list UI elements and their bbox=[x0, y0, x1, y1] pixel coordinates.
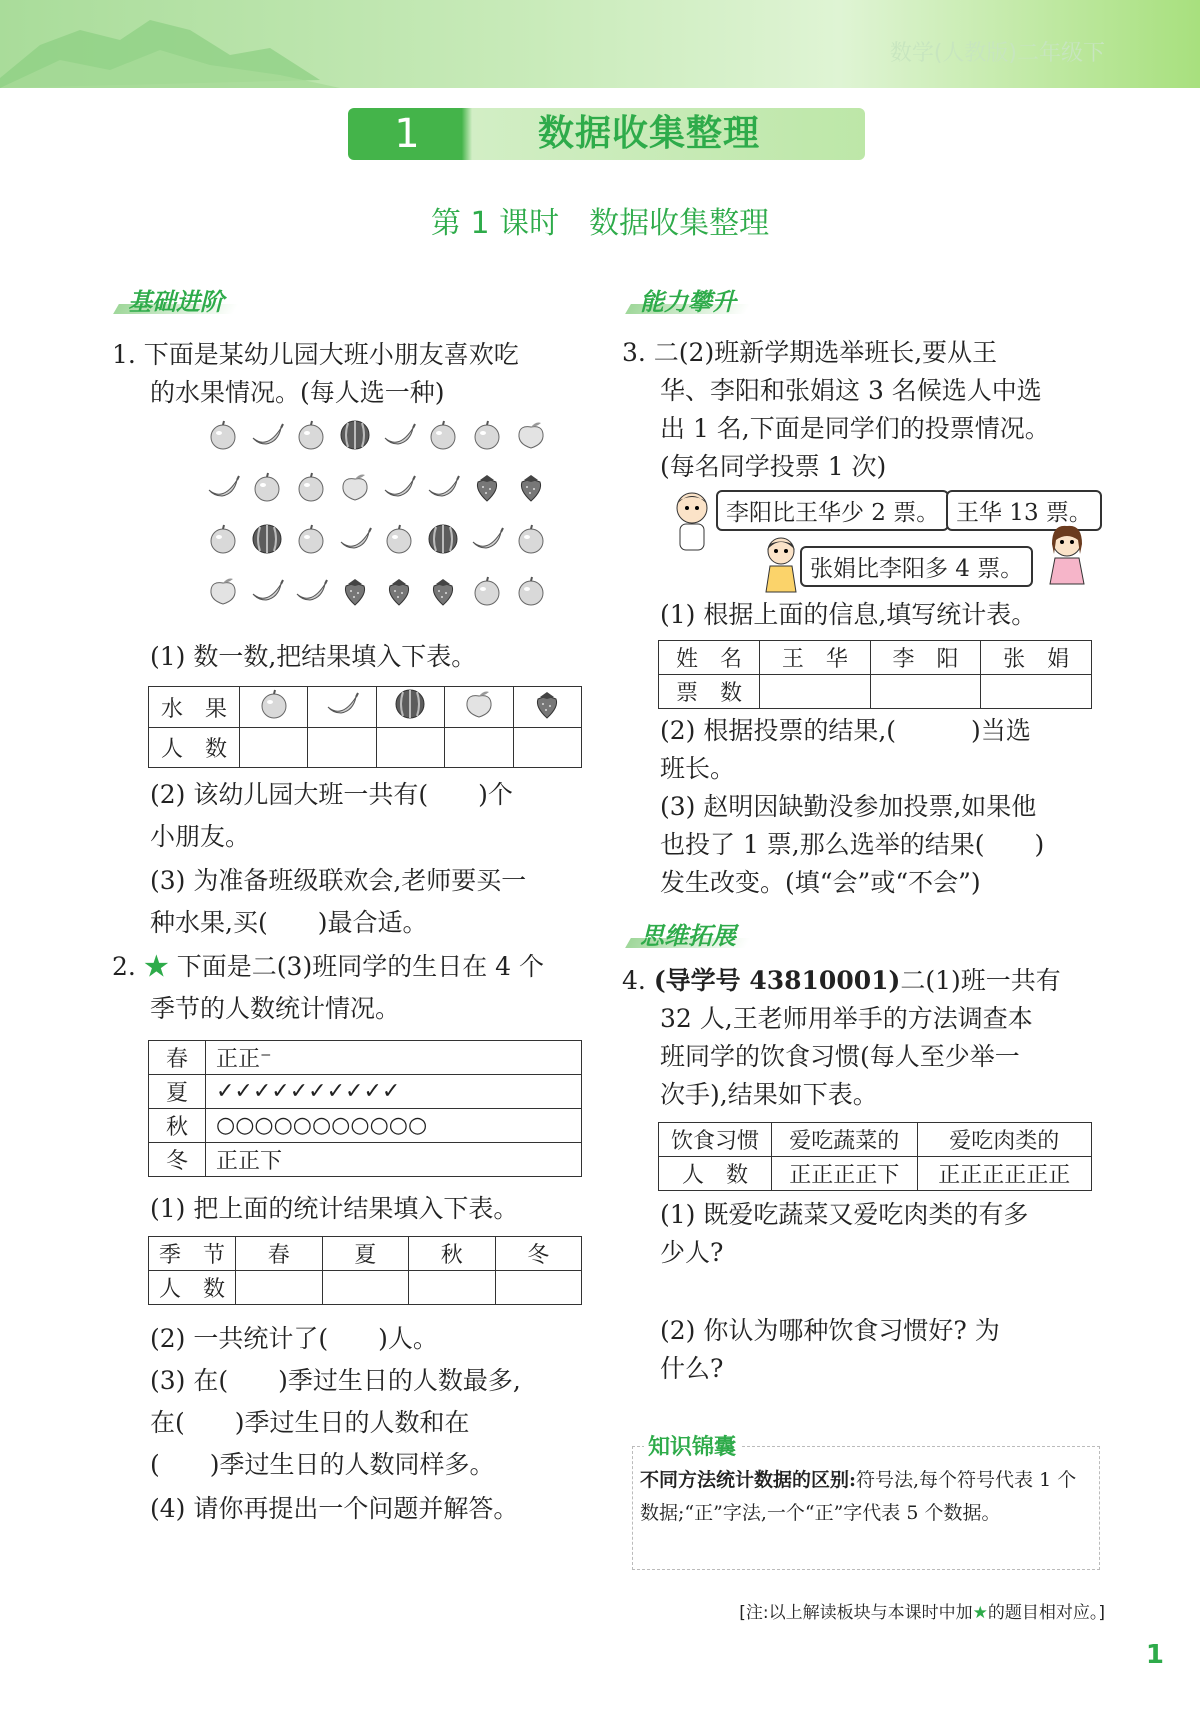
apple-icon bbox=[257, 687, 291, 721]
band-text: 数学(人教版)二年级下 bbox=[889, 41, 1105, 66]
result-header: 秋 bbox=[409, 1237, 496, 1271]
banana-icon bbox=[338, 522, 372, 556]
watermelon-icon bbox=[426, 522, 460, 556]
q2-text: 下面是二(3)班同学的生日在 4 个 bbox=[176, 952, 544, 981]
vote-row-label: 票 数 bbox=[659, 675, 760, 709]
tip-heading: 知识锦囊 bbox=[644, 1430, 740, 1461]
result-row-label: 人 数 bbox=[149, 1271, 236, 1305]
fruit-row bbox=[206, 574, 558, 614]
q3-sub2b: 班长。 bbox=[660, 754, 736, 783]
q1-fruit-table bbox=[148, 686, 582, 768]
speech-bubble-zhangjuan: 张娟比李阳多 4 票。 bbox=[800, 546, 1033, 587]
banana-icon bbox=[250, 418, 284, 452]
peach-icon bbox=[206, 574, 240, 608]
strawberry-icon bbox=[338, 574, 372, 608]
result-header: 夏 bbox=[322, 1237, 409, 1271]
banana-icon bbox=[426, 470, 460, 504]
q4-ref: (导学号 43810001) bbox=[653, 966, 901, 995]
result-header: 春 bbox=[236, 1237, 323, 1271]
apple-icon bbox=[426, 418, 460, 452]
q4-sub1a: (1) 既爱吃蔬菜又爱吃肉类的有多 bbox=[660, 1200, 1029, 1229]
section-basic: 基础进阶 bbox=[128, 282, 224, 317]
section-ability: 能力攀升 bbox=[640, 282, 736, 317]
habit-row-label: 人 数 bbox=[659, 1157, 772, 1191]
apple-icon bbox=[294, 522, 328, 556]
apple-icon bbox=[470, 574, 504, 608]
q2-result-table bbox=[148, 1236, 582, 1305]
tally-marks: 正正下 bbox=[206, 1143, 582, 1177]
tip-text: 符号法,每个符号代表 1 个数据;“正”字法,一个“正”字代表 5 个数据。 bbox=[640, 1469, 1077, 1524]
banana-icon bbox=[250, 574, 284, 608]
footnote: [注:以上解读板块与本课时中加★的题目相对应。] bbox=[739, 1603, 1105, 1623]
habit-tally: 正正正正下 bbox=[772, 1157, 918, 1191]
q3-line4: (每名同学投票 1 次) bbox=[660, 452, 887, 481]
q2-sub1: (1) 把上面的统计结果填入下表。 bbox=[150, 1194, 519, 1223]
q4-line3: 班同学的饮食习惯(每人至少举一 bbox=[660, 1042, 1020, 1071]
mountain-decoration bbox=[0, 0, 360, 88]
q2-line2: 季节的人数统计情况。 bbox=[150, 994, 401, 1023]
q2-line1 bbox=[112, 948, 544, 986]
speech-bubble-liyang: 李阳比王华少 2 票。 bbox=[716, 490, 949, 531]
table-fruit-banana-icon bbox=[308, 687, 376, 728]
watermelon-icon bbox=[393, 687, 427, 721]
watermelon-icon bbox=[338, 418, 372, 452]
q1-sub1: (1) 数一数,把结果填入下表。 bbox=[150, 642, 477, 671]
q2-sub3b: 在( )季过生日的人数和在 bbox=[150, 1408, 470, 1437]
peach-icon bbox=[462, 687, 496, 721]
boy-avatar bbox=[668, 490, 718, 554]
result-header: 季 节 bbox=[149, 1237, 236, 1271]
vote-header: 张 娟 bbox=[981, 641, 1092, 675]
habit-tally: 正正正正正正 bbox=[917, 1157, 1091, 1191]
q4-line2: 32 人,王老师用举手的方法调查本 bbox=[660, 1004, 1033, 1033]
apple-icon bbox=[514, 522, 548, 556]
q1-sub3a: (3) 为准备班级联欢会,老师要买一 bbox=[150, 866, 527, 895]
strawberry-icon bbox=[470, 470, 504, 504]
table-fruit-watermelon-icon bbox=[376, 687, 444, 728]
table-fruit-peach-icon bbox=[445, 687, 513, 728]
apple-icon bbox=[382, 522, 416, 556]
apple-icon bbox=[514, 574, 548, 608]
star-icon: ★ bbox=[972, 1603, 988, 1623]
q3-sub1: (1) 根据上面的信息,填写统计表。 bbox=[660, 600, 1037, 629]
habit-header: 爱吃蔬菜的 bbox=[772, 1123, 918, 1157]
fruit-row bbox=[206, 418, 558, 458]
banana-icon bbox=[325, 687, 359, 721]
strawberry-icon bbox=[426, 574, 460, 608]
answer-cell[interactable] bbox=[495, 1271, 582, 1305]
unit-title-box bbox=[348, 108, 865, 160]
q3-line2: 华、李阳和张娟这 3 名候选人中选 bbox=[660, 376, 1042, 405]
apple-icon bbox=[294, 470, 328, 504]
apple-icon bbox=[294, 418, 328, 452]
fruit-row bbox=[206, 522, 558, 562]
tally-season: 秋 bbox=[149, 1109, 206, 1143]
banana-icon bbox=[382, 418, 416, 452]
table-fruit-apple-icon bbox=[240, 687, 308, 728]
tally-marks: ○○○○○○○○○○○ bbox=[206, 1109, 582, 1143]
watermelon-icon bbox=[250, 522, 284, 556]
q2-number: 2. bbox=[112, 952, 136, 981]
q1-sub3b: 种水果,买( )最合适。 bbox=[150, 908, 428, 937]
strawberry-icon bbox=[530, 687, 564, 721]
tally-marks: 正正⁻ bbox=[206, 1041, 582, 1075]
q3-vote-table bbox=[658, 640, 1092, 709]
strawberry-icon bbox=[382, 574, 416, 608]
q2-sub2: (2) 一共统计了( )人。 bbox=[150, 1324, 438, 1353]
apple-icon bbox=[250, 470, 284, 504]
banana-icon bbox=[294, 574, 328, 608]
answer-cell[interactable] bbox=[376, 728, 444, 768]
speech-bubble-wanghua: 王华 13 票。 bbox=[946, 490, 1102, 531]
apple-icon bbox=[206, 522, 240, 556]
q3-line1: 3. 二(2)班新学期选举班长,要从王 bbox=[622, 338, 998, 367]
girl2-avatar bbox=[758, 534, 804, 594]
q4-habit-table bbox=[658, 1122, 1092, 1191]
q3-line3: 出 1 名,下面是同学们的投票情况。 bbox=[660, 414, 1050, 443]
tally-season: 春 bbox=[149, 1041, 206, 1075]
answer-cell[interactable] bbox=[760, 675, 871, 709]
habit-header: 爱吃肉类的 bbox=[917, 1123, 1091, 1157]
answer-cell[interactable] bbox=[308, 728, 376, 768]
q3-sub3a: (3) 赵明因缺勤没参加投票,如果他 bbox=[660, 792, 1037, 821]
q1-line1: 1. 下面是某幼儿园大班小朋友喜欢吃 bbox=[112, 340, 519, 369]
q1-sub2b: 小朋友。 bbox=[150, 822, 251, 851]
strawberry-icon bbox=[514, 470, 548, 504]
q3-sub3c: 发生改变。(填“会”或“不会”) bbox=[660, 868, 981, 897]
unit-number: 1 bbox=[394, 111, 420, 157]
peach-icon bbox=[514, 418, 548, 452]
answer-cell[interactable] bbox=[240, 728, 308, 768]
q4-line4: 次手),结果如下表。 bbox=[660, 1080, 878, 1109]
q2-tally-table bbox=[148, 1040, 582, 1177]
q4-sub2a: (2) 你认为哪种饮食习惯好? 为 bbox=[660, 1316, 1000, 1345]
vote-header: 王 华 bbox=[760, 641, 871, 675]
q4-number: 4. bbox=[622, 966, 646, 995]
banana-icon bbox=[382, 470, 416, 504]
q2-sub3c: ( )季过生日的人数同样多。 bbox=[150, 1450, 495, 1479]
page-number: 1 bbox=[1145, 1640, 1164, 1670]
q4-sub2b: 什么? bbox=[660, 1354, 724, 1383]
tally-season: 冬 bbox=[149, 1143, 206, 1177]
answer-cell[interactable] bbox=[513, 728, 581, 768]
q3-sub2a: (2) 根据投票的结果,( )当选 bbox=[660, 716, 1031, 745]
q4-line1 bbox=[622, 962, 1061, 1000]
star-icon: ★ bbox=[143, 952, 169, 981]
section-thinking: 思维拓展 bbox=[640, 916, 736, 951]
answer-cell[interactable] bbox=[981, 675, 1092, 709]
answer-cell[interactable] bbox=[236, 1271, 323, 1305]
tally-season: 夏 bbox=[149, 1075, 206, 1109]
apple-icon bbox=[206, 418, 240, 452]
unit-title: 数据收集整理 bbox=[538, 113, 761, 154]
q4-sub1b: 少人? bbox=[660, 1238, 724, 1267]
habit-header: 饮食习惯 bbox=[659, 1123, 772, 1157]
q2-sub3a: (3) 在( )季过生日的人数最多, bbox=[150, 1366, 521, 1395]
vote-header: 姓 名 bbox=[659, 641, 760, 675]
banana-icon bbox=[206, 470, 240, 504]
girl-avatar bbox=[1044, 524, 1090, 586]
q1-line2: 的水果情况。(每人选一种) bbox=[150, 378, 445, 407]
q1-table-header-fruit: 水 果 bbox=[149, 687, 240, 728]
peach-icon bbox=[338, 470, 372, 504]
tip-content bbox=[640, 1464, 1095, 1530]
vote-header: 李 阳 bbox=[870, 641, 981, 675]
table-fruit-strawberry-icon bbox=[513, 687, 581, 728]
q4-text: 二(1)班一共有 bbox=[900, 966, 1061, 995]
answer-cell[interactable] bbox=[870, 675, 981, 709]
q3-sub3b: 也投了 1 票,那么选举的结果( ) bbox=[660, 830, 1045, 859]
tip-bold: 不同方法统计数据的区别: bbox=[640, 1469, 857, 1491]
answer-cell[interactable] bbox=[322, 1271, 409, 1305]
answer-cell[interactable] bbox=[409, 1271, 496, 1305]
q2-sub4: (4) 请你再提出一个问题并解答。 bbox=[150, 1494, 519, 1523]
q1-sub2a: (2) 该幼儿园大班一共有( )个 bbox=[150, 780, 513, 809]
q1-table-header-count: 人 数 bbox=[149, 728, 240, 768]
result-header: 冬 bbox=[495, 1237, 582, 1271]
apple-icon bbox=[470, 418, 504, 452]
answer-cell[interactable] bbox=[445, 728, 513, 768]
banana-icon bbox=[470, 522, 504, 556]
tally-marks: ✓✓✓✓✓✓✓✓✓✓ bbox=[206, 1075, 582, 1109]
lesson-subtitle: 第 1 课时 数据收集整理 bbox=[430, 206, 770, 241]
fruit-row bbox=[206, 470, 558, 510]
